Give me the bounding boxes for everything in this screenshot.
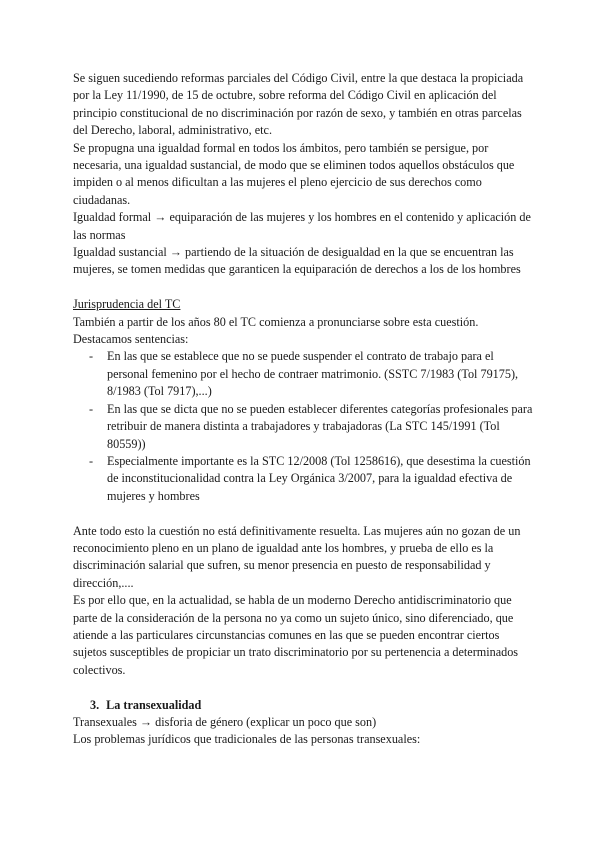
jurisprudencia-heading: Jurisprudencia del TC (73, 297, 181, 312)
list-item-text: En las que se dicta que no se pueden establecer diferentes categorías profesionales para retribuir de manera distinta a trabajadores y trabajadoras (La STC 145/1991 (Tol 80559)) (107, 401, 533, 451)
paragraph-reformas: Se siguen sucediendo reformas parciales del Código Civil, entre la que destaca la propiciada por la Ley 11/1990, de 15 de octubre, sobre reforma del Código Civil en aplicación del principio constitucional de no discriminación por razón de sexo, y también en otras parcelas del Derecho, laboral, administrativo, etc. (73, 71, 524, 138)
jurisprudencia-intro: También a partir de los años 80 el TC comienza a pronunciarse sobre esta cuestión. Destacamos sentencias: (73, 314, 479, 347)
document-body (73, 70, 533, 749)
bullet-dash: - (89, 401, 94, 416)
section-number: 3. (90, 697, 100, 712)
list-item (73, 348, 533, 400)
list-item-text: Especialmente importante es la STC 12/2008 (Tol 1258616), que desestima la cuestión de inconstitucionalidad contra la Ley Orgánica 3/2007, para la igualdad efectiva de mujeres y hombres (107, 453, 531, 503)
spacer (73, 679, 533, 696)
paragraph-igualdad-formal: Igualdad formal → equiparación de las mujeres y los hombres en el contenido y aplicación de las normas (73, 210, 531, 242)
sentencias-list (73, 348, 533, 505)
spacer (73, 279, 533, 296)
paragraph-igualdad-sustancial: Igualdad sustancial → partiendo de la situación de desigualdad en la que se encuentran las mujeres, se tomen medidas que garanticen la equiparación de derechos a los de los hombres (73, 245, 521, 277)
paragraph-derecho-antidiscriminatorio: Es por ello que, en la actualidad, se habla de un moderno Derecho antidiscriminatorio que parte de la consideración de la persona no ya como un sujeto único, sino diferenciado, que atiende a las particulares circunstancias comunes en las que se pueden encontrar ciertos sujetos susceptibles de propiciar un trato discriminatorio por su pertenencia a determinados colectivos. (73, 593, 519, 677)
list-item-text: En las que se establece que no se puede suspender el contrato de trabajo para el personal femenino por el hecho de contraer matrimonio. (SSTC 7/1983 (Tol 79175), 8/1983 (Tol 7917),...) (107, 349, 519, 399)
paragraph-problemas-juridicos: Los problemas jurídicos que tradicionales de las personas transexuales: (73, 732, 421, 747)
spacer (73, 505, 533, 522)
paragraph-ante-todo: Ante todo esto la cuestión no está definitivamente resuelta. Las mujeres aún no gozan de un reconocimiento pleno en un plano de igualdad ante los hombres, y prueba de ello es la discriminación salarial que sufren, su menor presencia en puesto de responsabilidad y dirección,.... (73, 523, 521, 590)
bullet-dash: - (89, 349, 94, 364)
list-item (73, 401, 533, 453)
paragraph-igualdad: Se propugna una igualdad formal en todos los ámbitos, pero también se persigue, por necesaria, una igualdad sustancial, de modo que se eliminen todos aquellos obstáculos que impiden o al menos dificultan a las mujeres el pleno ejercicio de sus derechos como ciudadanas. (73, 140, 515, 207)
bullet-dash: - (89, 453, 94, 468)
section-title (73, 697, 533, 714)
list-item (73, 453, 533, 505)
paragraph-transexuales: Transexuales → disforia de género (explicar un poco que son) (73, 714, 377, 729)
section-title-text: La transexualidad (106, 697, 202, 712)
